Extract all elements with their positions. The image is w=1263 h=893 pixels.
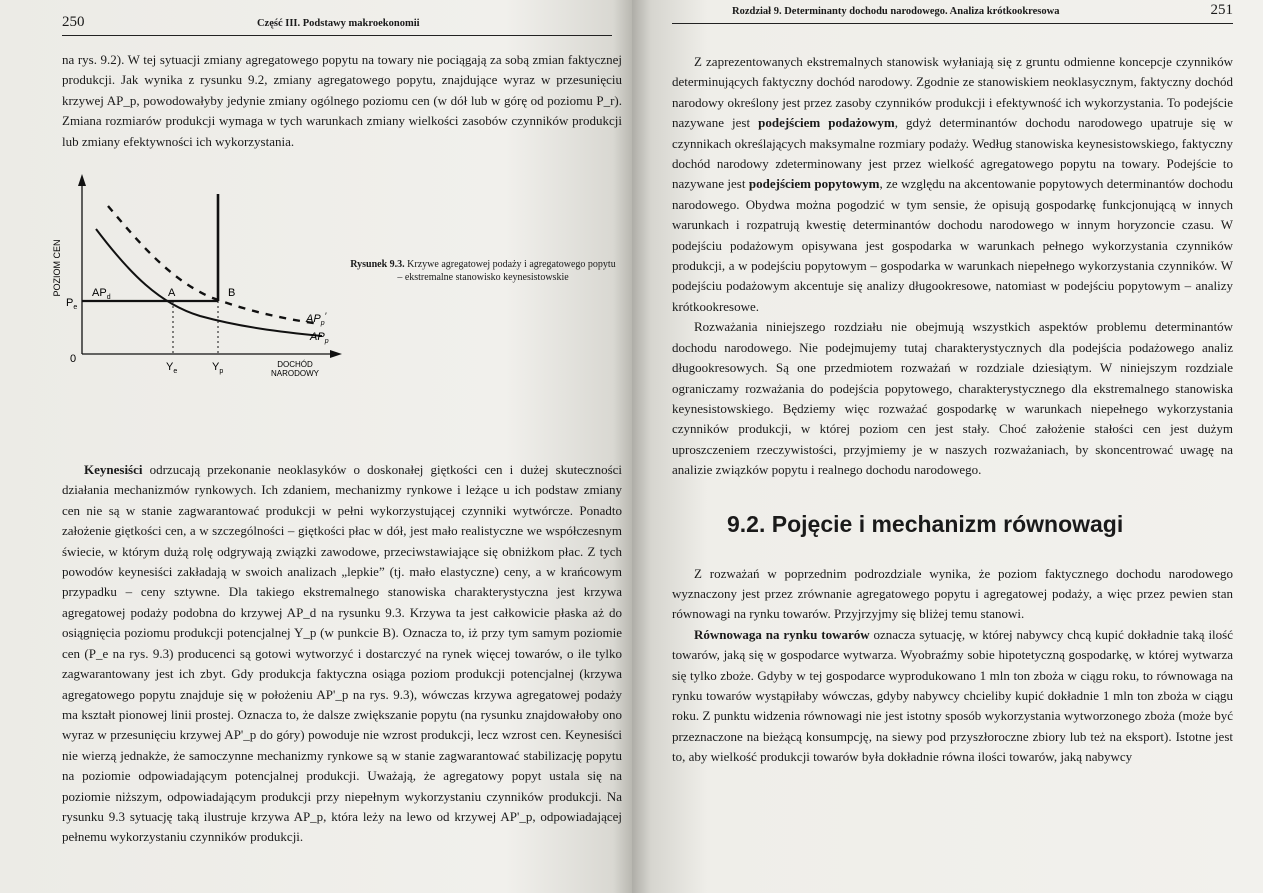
aggregate-supply-demand-chart xyxy=(0,164,400,454)
left-paragraph-2: Keynesiści odrzucają przekonanie neoklasyków o doskonałej giętkości cen i dużej skuteczności działania mechanizmów rynkowych. Ich zdaniem, mechanizmy rynkowe i leżące u ich podstaw zmiany cen nie są w stanie zagwarantować produkcji w pełni wykorzystującej czynniki wytwórcze. Ponadto założenie giętkości cen, a w szczególności – giętkości płac w dół, jest mało realistyczne we współczesnym świecie, w którym dużą rolę odgrywają związki zawodowe, przeciwstawiające się obniżkom płac. Z tych powodów keynesiści zakładają w swoich analizach „lepkie” (tj. mało elastyczne) ceny, a w krańcowym przypadku – ceny sztywne. Dla takiego ekstremalnego stanowiska charakterystyczna jest krzywa agregatowej podaży podobna do krzywej AP_d na rysunku 9.3. Krzywa ta jest całkowicie płaska aż do osiągnięcia poziomu produkcji potencjalnej Y_p (w punkcie B). Oznacza to, iż przy tym samym poziomie cen (P_e na rys. 9.3) producenci są gotowi wytworzyć i dostarczyć na rynek więcej towarów, o ile tylko zagwarantowany jest ich zbyt. Gdy produkcja faktyczna osiąga poziom produkcji potencjalnej (krzywa agregatowego popytu znajduje się w położeniu AP'_p na rys. 9.3), wówczas krzywa agregatowej podaży ma kształt pionowej linii prostej. Oznacza to, że dalsze zwiększanie popytu (na rysunku znajdowałoby ono wyraz w przesunięciu krzywej AP'_p do góry) powoduje nie wzrost produkcji, lecz wzrost cen. Keynesiści nie wierzą jednakże, że samoczynne mechanizmy rynkowe są w stanie zagwarantować stabilizację popytu na poziomie odpowiadającym potencjalnej produkcji. Uważają, że agregatowy popyt ustala się na poziomie niższym, odpowiadającym produkcji przy niepełnym wykorzystaniu czynników produkcji. Na rysunku 9.3 sytuację taką ilustruje krzywa AP_p, która leży na lewo od krzywej AP'_p, odpowiadającej pełnemu wykorzystaniu czynników produkcji. xyxy=(62,462,623,845)
left-page-number: 250 xyxy=(62,14,85,30)
figure-caption-number: Rysunek 9.3. xyxy=(350,259,405,271)
ye-label: $Y_e$ xyxy=(166,361,178,376)
yp-label: $Y_p$ xyxy=(212,361,224,376)
point-b-label: B xyxy=(228,287,236,300)
ap-p-prime-label: $AP_p'$ xyxy=(306,311,327,328)
figure-caption xyxy=(347,258,619,284)
right-paragraph-2: Rozważania niniejszego rozdziału nie obejmują wszystkich aspektów problemu determinantów dochodu narodowego. Nie podejmujemy tutaj charakterystycznych dla podejścia podażowego analiz długookresowych. Są one przedmiotem rozważań w rozdziale dziesiątym. W niniejszym rozdziale ograniczamy rozważania do podejścia popytowego, charakterystycznego dla ekstremalnego stanowiska keynesistowskiego. Będziemy więc rozważać gospodarkę w warunkach niepełnego wykorzystania czynników produkcji, w której poziom cen jest stały. Choć założenie stałości cen jest dużym uproszczeniem rzeczywistości, przyjmiemy je w naszych rozważaniach, by skoncentrować uwagę na analizie związków popytu i realnego dochodu narodowego. xyxy=(672,319,1233,478)
right-paragraph-4: Równowaga na rynku towarów oznacza sytuację, w której nabywcy chcą kupić dokładnie taką ilość towarów, jaką się w gospodarce wytwarza. Wyobraźmy sobie hipotetyczną gospodarkę, w której wytwarza się tylko zboże. Gdyby w tej gospodarce wyprodukowano 1 mln ton zboża w ciągu roku, to równowaga na rynku towarów wystąpiłaby wówczas, gdyby nabywcy chcieliby kupić dokładnie 1 mln ton zboża w ciągu roku. Z punktu widzenia równowagi nie jest istotny sposób wykorzystania wytworzonego zboża (może być przeznaczone na bieżącą konsumpcję, na siewy pod przyszłoroczne zbiory lub też na eksport). Istotne jest to, aby wielkość produkcji towarów była dokładnie równa ilości towarów, jaką nabywcy xyxy=(672,626,1233,765)
x-axis-arrow xyxy=(330,350,342,358)
right-page-number: 251 xyxy=(1210,2,1233,18)
right-page-header xyxy=(672,0,1233,24)
section-heading: 9.2. Pojęcie i mechanizm równowagi xyxy=(727,510,1124,537)
y-axis-label: POZIOM CEN xyxy=(52,239,62,297)
right-running-head: Rozdział 9. Determinanty dochodu narodowego. Analiza krótkookresowa xyxy=(732,6,1060,17)
point-a-label: A xyxy=(168,287,176,300)
pe-label: $P_e$ xyxy=(66,297,78,312)
figure-caption-text: Krzywe agregatowej podaży i agregatowego popytu – ekstremalne stanowisko keynesistowskie xyxy=(397,259,616,284)
podejscie-podazowe-term: podejściem podażowym xyxy=(758,115,895,131)
left-running-head: Część III. Podstawy makroekonomii xyxy=(256,18,420,29)
keynesisci-term: Keynesiści xyxy=(84,462,143,478)
x-axis-label-line2: NARODOWY xyxy=(271,369,319,379)
left-paragraph-1: na rys. 9.2). W tej sytuacji zmiany agregatowego popytu na towary nie pociągają za sobą zmian faktycznej produkcji. Jak wynika z rysunku 9.2, zmiany agregatowego popytu, znajdujące wyraz w przesunięciu krzywej AP_p, powodowałyby jedynie zmiany ogólnego poziomu cen (w dół lub w górę od poziomu P_r). Zmiana rozmiarów produkcji wymaga w tych warunkach zmiany wielkości zasobów czynników produkcji lub zmiany efektywności ich wykorzystania. xyxy=(62,52,622,149)
right-paragraph-1: Z zaprezentowanych ekstremalnych stanowisk wyłaniają się z gruntu odmienne koncepcje czynników determinujących faktyczny dochód narodowy. Zgodnie ze stanowiskiem neoklasycznym, faktyczny dochód narodowy określony jest przez zasoby czynników produkcji i efektywność ich wykorzystania. To podejście nazywane jest podejściem podażowym, gdyż determinantów dochodu narodowego upatruje się w czynnikach określających maksymalne rozmiary podaży. Według stanowiska keynesistowskiego, faktyczny dochód narodowy zdeterminowany jest przez wielkość agregatowego popytu na towary. Podejście to nazywane jest podejściem popytowym, ze względu na akcentowanie popytowych determinantów dochodu narodowego. Obydwa można pogodzić w tym sensie, że opisują gospodarkę funkcjonującą w innych warunkach i rozpatrują kwestię determinantów dochodu narodowego w innym horyzoncie czasu. W podejściu podażowym opisywana jest gospodarka w warunkach pełnego wykorzystania czynników produkcji, a w podejściu popytowym – gospodarka w warunkach niepełnego wykorzystania czynników. W podejściu podażowym akcentuje się analizy długookresowe, natomiast w podejściu popytowym – analizy krótkookresowe. xyxy=(672,54,1234,314)
x-axis-label-line1: DOCHÓD xyxy=(277,360,313,370)
rownowaga-term: Równowaga na rynku towarów xyxy=(694,626,870,642)
figure-9-3 xyxy=(52,164,616,454)
ap-p-curve xyxy=(96,229,322,336)
left-page-header xyxy=(62,14,612,36)
podejscie-popytowe-term: podejściem popytowym xyxy=(748,176,880,192)
y-axis-arrow xyxy=(78,174,86,186)
ap-p-prime-curve xyxy=(108,206,320,324)
right-page xyxy=(632,0,1263,893)
ap-d-label: $AP_d$ xyxy=(92,287,111,302)
origin-label: 0 xyxy=(70,353,77,366)
ap-p-label: $AP_p$ xyxy=(310,331,329,346)
right-paragraph-3: Z rozważań w poprzednim podrozdziale wynika, że poziom faktycznego dochodu narodowego wyznaczony jest przez zrównanie agregatowego popytu i agregatowej podaży, a więc przez pewien stan równowagi na rynku towarów. Przyjrzyjmy się bliżej temu stanowi. xyxy=(672,565,1233,622)
